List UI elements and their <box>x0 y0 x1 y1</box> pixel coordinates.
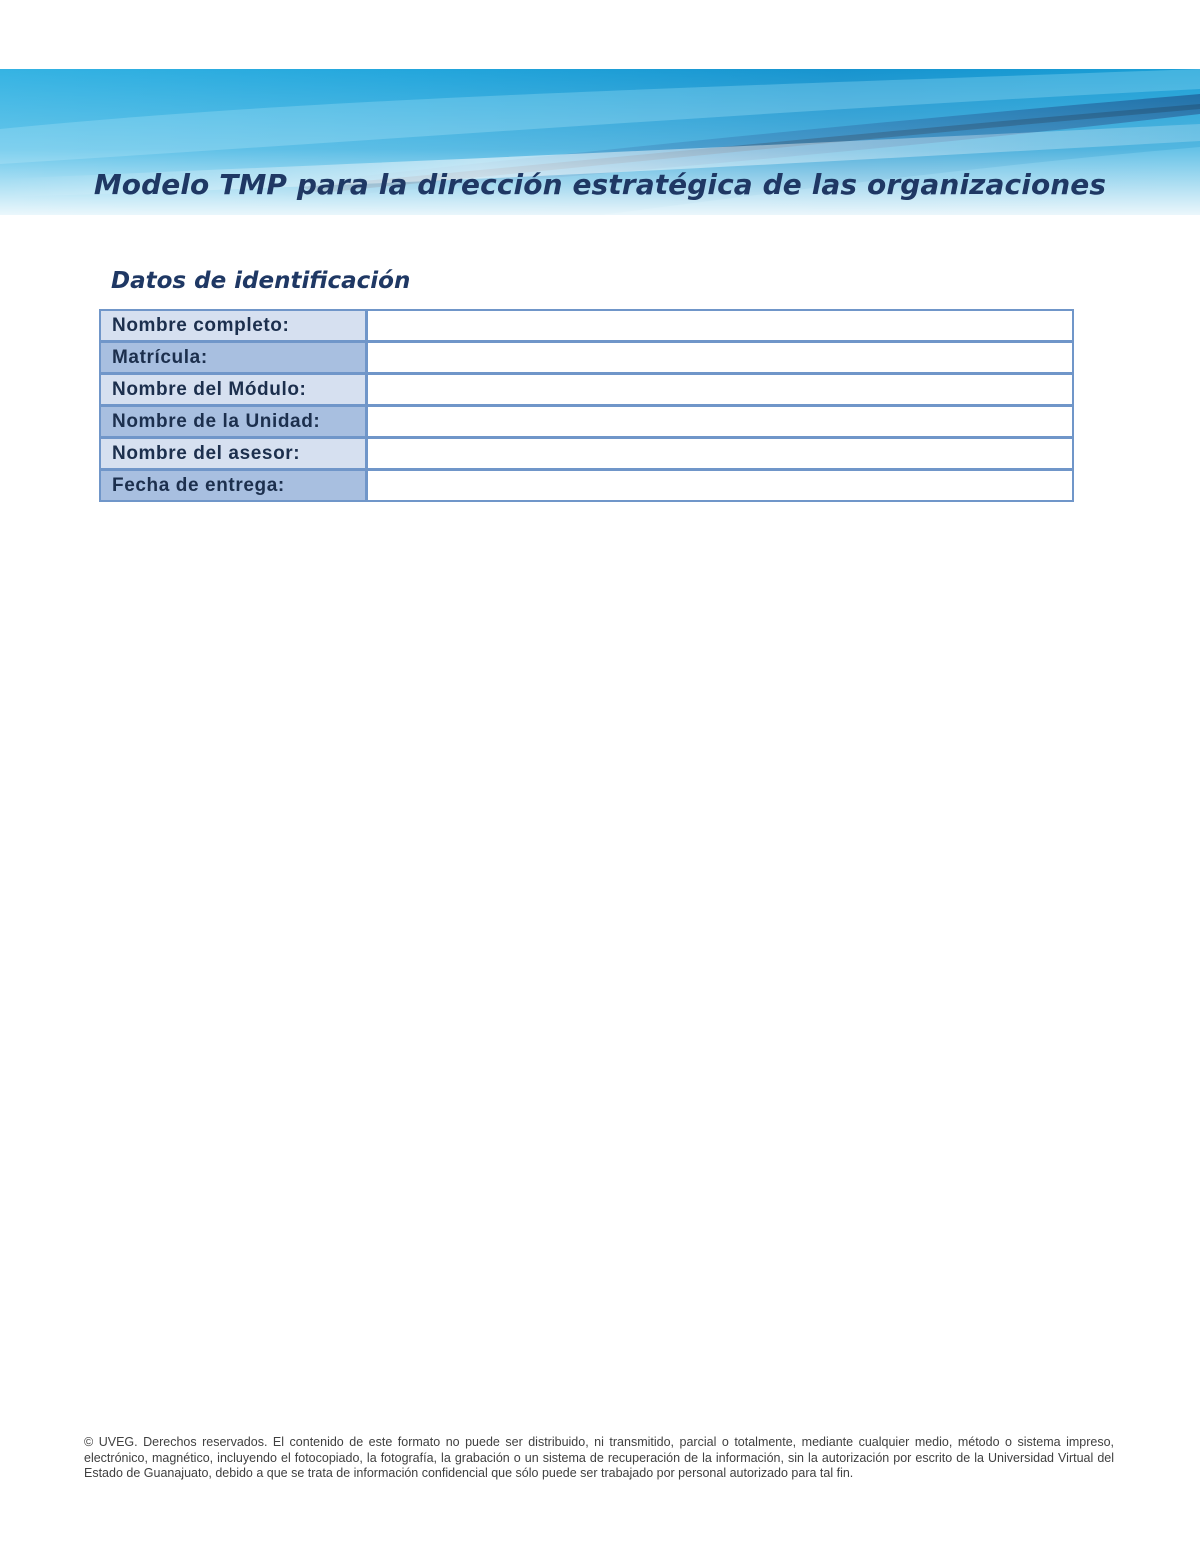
table-row <box>101 439 1072 471</box>
student-id-field[interactable] <box>368 343 1072 375</box>
table-row <box>101 471 1072 500</box>
row-label: Nombre de la Unidad: <box>101 407 368 439</box>
full-name-field[interactable] <box>368 311 1072 343</box>
row-label: Matrícula: <box>101 343 368 375</box>
identification-table <box>99 309 1074 502</box>
module-name-field[interactable] <box>368 375 1072 407</box>
section-heading: Datos de identificación <box>111 268 411 294</box>
table-row <box>101 311 1072 343</box>
table-row <box>101 375 1072 407</box>
row-label: Fecha de entrega: <box>101 471 368 500</box>
row-label: Nombre completo: <box>101 311 368 343</box>
advisor-name-field[interactable] <box>368 439 1072 471</box>
row-label: Nombre del Módulo: <box>101 375 368 407</box>
delivery-date-field[interactable] <box>368 471 1072 500</box>
row-label: Nombre del asesor: <box>101 439 368 471</box>
table-row <box>101 343 1072 375</box>
document-title: Modelo TMP para la dirección estratégica de las organizaciones <box>93 168 1107 201</box>
table-row <box>101 407 1072 439</box>
unit-name-field[interactable] <box>368 407 1072 439</box>
copyright-notice: © UVEG. Derechos reservados. El contenido de este formato no puede ser distribuido, ni transmitido, parcial o totalmente, mediante cualquier medio, método o sistema impreso, electrónico, magnético, incluyendo el fotocopiado, la fotografía, la grabación o un sistema de recuperación de la información, sin la autorización por escrito de la Universidad Virtual del Estado de Guanajuato, debido a que se trata de información confidencial que sólo puede ser trabajado por personal autorizado para tal fin. <box>84 1435 1114 1480</box>
